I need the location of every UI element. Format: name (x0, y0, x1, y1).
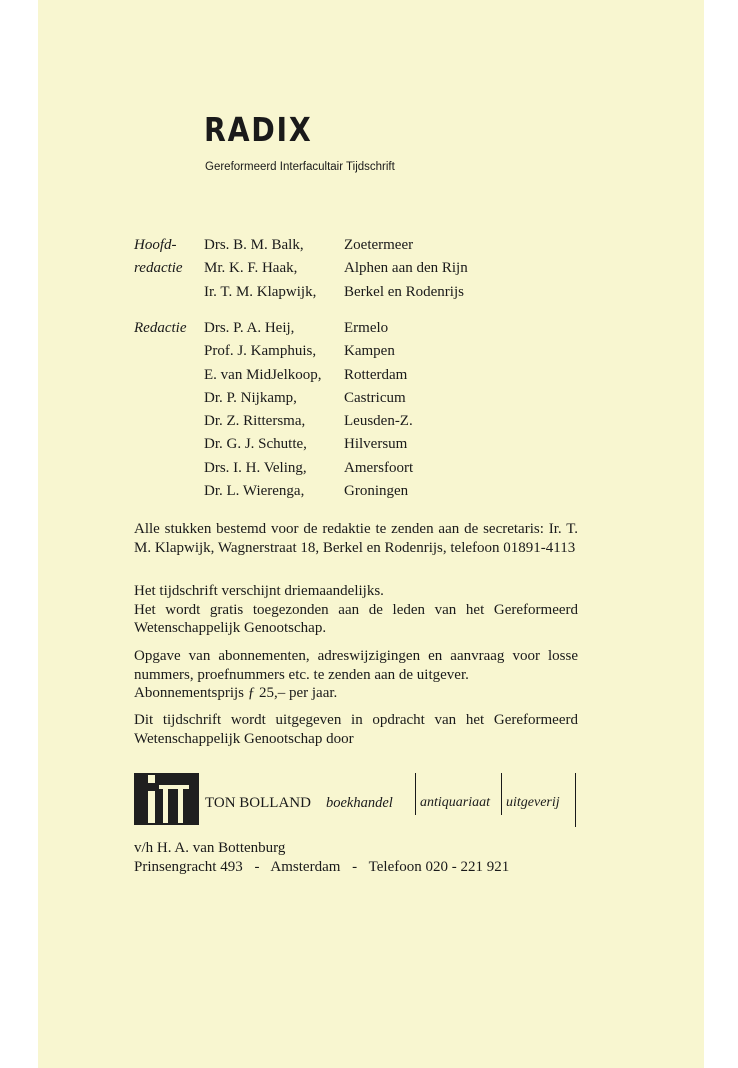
editor-city: Kampen (344, 343, 395, 360)
phone: Telefoon 020 - 221 921 (368, 859, 510, 875)
frequency-line: Het tijdschrift verschijnt driemaandelijks. (134, 583, 384, 599)
separator: - (352, 859, 358, 875)
address-line-2 (134, 858, 517, 877)
publisher-logo-icon (134, 773, 199, 825)
membership-line: Het wordt gratis toegezonden aan de leden van het Gereformeerd Wetenschappelijk Genootschap. (134, 601, 578, 636)
publisher-name: TON BOLLAND (205, 795, 311, 811)
publisher-tag-publisher: uitgeverij (506, 795, 560, 810)
divider (501, 773, 502, 815)
editor-city: Alphen aan den Rijn (344, 260, 468, 277)
editor-name: Drs. B. M. Balk, (204, 237, 304, 253)
publisher-tag-antiquarian: antiquariaat (420, 795, 491, 810)
editor-city: Groningen (344, 483, 409, 500)
role-label: Hoofd- (134, 237, 177, 253)
divider (575, 773, 576, 827)
subscription-price: Abonnementsprijs ƒ 25,– per jaar. (134, 685, 338, 701)
editor-city: Ermelo (344, 320, 389, 336)
editor-name: Dr. L. Wierenga, (204, 483, 305, 500)
address-line-1: v/h H. A. van Bottenburg (134, 840, 286, 856)
editor-name: Drs. I. H. Veling, (204, 459, 307, 476)
editor-name: Dr. G. J. Schutte, (204, 436, 307, 453)
city: Amsterdam (270, 859, 341, 875)
editor-city: Rotterdam (344, 366, 408, 383)
editor-name: Prof. J. Kamphuis, (204, 343, 317, 360)
editor-name: Mr. K. F. Haak, (204, 260, 298, 277)
editor-city: Amersfoort (344, 459, 414, 476)
editor-name: Dr. P. Nijkamp, (204, 389, 297, 406)
secretary-paragraph: Alle stukken bestemd voor de redaktie te zenden aan de secretaris: Ir. T. M. Klapwijk, Wagnerstraat 18, Berkel en Rodenrijs, telefoon 01891-4113 (134, 521, 578, 556)
editor-city: Berkel en Rodenrijs (344, 283, 464, 300)
street: Prinsengracht 493 (134, 859, 243, 875)
role-label: Redactie (134, 320, 187, 336)
publisher-address (134, 839, 517, 877)
editor-name: Ir. T. M. Klapwijk, (204, 283, 317, 300)
editor-city: Leusden-Z. (344, 413, 413, 430)
editor-city: Zoetermeer (344, 237, 414, 253)
subscription-paragraph (134, 647, 578, 703)
frequency-paragraph (134, 582, 578, 638)
publisher-tag-bookshop: boekhandel (326, 795, 393, 811)
publisher-note: Dit tijdschrift wordt uitgegeven in opdracht van het Gereformeerd Wetenschappelijk Genootschap door (134, 712, 578, 747)
editor-name: Drs. P. A. Heij, (204, 320, 295, 336)
editor-name: Dr. Z. Rittersma, (204, 413, 306, 430)
journal-subtitle: Gereformeerd Interfacultair Tijdschrift (205, 161, 395, 173)
editor-city: Hilversum (344, 436, 408, 453)
subscription-text: Opgave van abonnementen, adreswijzigingen en aanvraag voor losse nummers, proefnummers etc. te zenden aan de uitgever. (134, 648, 578, 683)
separator: - (254, 859, 260, 875)
divider (415, 773, 416, 815)
journal-title: RADIX (204, 110, 313, 149)
editor-name: E. van MidJelkoop, (204, 366, 322, 383)
editor-city: Castricum (344, 389, 406, 406)
role-label: redactie (134, 260, 183, 277)
